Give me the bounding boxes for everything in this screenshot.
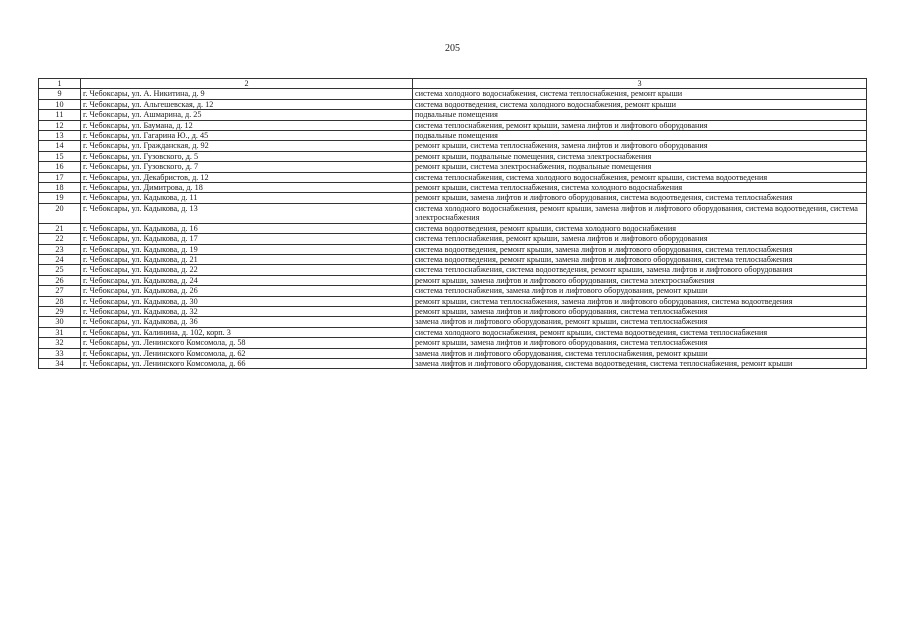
works-cell: система холодного водоснабжения, ремонт крыши, система водоотведения, система теплоснабжения — [413, 327, 867, 337]
table-row — [39, 172, 867, 182]
row-number-cell: 33 — [39, 348, 81, 358]
address-cell: г. Чебоксары, ул. А. Никитина, д. 9 — [81, 89, 413, 99]
row-number-cell: 19 — [39, 193, 81, 203]
table-row — [39, 327, 867, 337]
row-number-cell: 34 — [39, 358, 81, 368]
works-cell: ремонт крыши, система электроснабжения, подвальные помещения — [413, 162, 867, 172]
address-cell: г. Чебоксары, ул. Кадыкова, д. 13 — [81, 203, 413, 223]
works-cell: система водоотведения, система холодного водоснабжения, ремонт крыши — [413, 99, 867, 109]
table-row — [39, 265, 867, 275]
address-cell: г. Чебоксары, ул. Кадыкова, д. 30 — [81, 296, 413, 306]
works-cell: ремонт крыши, замена лифтов и лифтового оборудования, система водоотведения, система теплоснабжения — [413, 193, 867, 203]
works-cell: замена лифтов и лифтового оборудования, система водоотведения, система теплоснабжения, ремонт крыши — [413, 358, 867, 368]
row-number-cell: 31 — [39, 327, 81, 337]
page-number: 205 — [445, 43, 460, 54]
row-number-cell: 18 — [39, 183, 81, 193]
row-number-cell: 11 — [39, 110, 81, 120]
row-number-cell: 15 — [39, 151, 81, 161]
row-number-cell: 27 — [39, 286, 81, 296]
table-row — [39, 151, 867, 161]
row-number-cell: 13 — [39, 131, 81, 141]
row-number-cell: 22 — [39, 234, 81, 244]
address-cell: г. Чебоксары, ул. Ленинского Комсомола, д. 66 — [81, 358, 413, 368]
column-header-3: 3 — [413, 79, 867, 89]
row-number-cell: 25 — [39, 265, 81, 275]
works-cell: система холодного водоснабжения, ремонт крыши, замена лифтов и лифтового оборудования, система водоотведения, система электроснабжения — [413, 203, 867, 223]
works-cell: ремонт крыши, система теплоснабжения, замена лифтов и лифтового оборудования — [413, 141, 867, 151]
works-cell: система водоотведения, ремонт крыши, замена лифтов и лифтового оборудования, система теплоснабжения — [413, 254, 867, 264]
address-cell: г. Чебоксары, ул. Кадыкова, д. 26 — [81, 286, 413, 296]
address-cell: г. Чебоксары, ул. Альгешевская, д. 12 — [81, 99, 413, 109]
row-number-cell: 12 — [39, 120, 81, 130]
row-number-cell: 24 — [39, 254, 81, 264]
address-cell: г. Чебоксары, ул. Гагарина Ю., д. 45 — [81, 131, 413, 141]
address-cell: г. Чебоксары, ул. Баумана, д. 12 — [81, 120, 413, 130]
address-cell: г. Чебоксары, ул. Калинина, д. 102, корп. 3 — [81, 327, 413, 337]
works-cell: подвальные помещения — [413, 110, 867, 120]
table-row — [39, 120, 867, 130]
table-row — [39, 234, 867, 244]
table-row — [39, 162, 867, 172]
row-number-cell: 9 — [39, 89, 81, 99]
table-row — [39, 286, 867, 296]
address-cell: г. Чебоксары, ул. Ашмарина, д. 25 — [81, 110, 413, 120]
row-number-cell: 29 — [39, 306, 81, 316]
address-cell: г. Чебоксары, ул. Гузовского, д. 5 — [81, 151, 413, 161]
address-cell: г. Чебоксары, ул. Декабристов, д. 12 — [81, 172, 413, 182]
row-number-cell: 14 — [39, 141, 81, 151]
table-row — [39, 183, 867, 193]
table-row — [39, 296, 867, 306]
address-cell: г. Чебоксары, ул. Гражданская, д. 92 — [81, 141, 413, 151]
table-row — [39, 141, 867, 151]
works-cell: ремонт крыши, замена лифтов и лифтового оборудования, система теплоснабжения — [413, 338, 867, 348]
row-number-cell: 16 — [39, 162, 81, 172]
address-cell: г. Чебоксары, ул. Кадыкова, д. 19 — [81, 244, 413, 254]
address-cell: г. Чебоксары, ул. Гузовского, д. 7 — [81, 162, 413, 172]
address-cell: г. Чебоксары, ул. Кадыкова, д. 32 — [81, 306, 413, 316]
table-row — [39, 275, 867, 285]
table-row — [39, 348, 867, 358]
row-number-cell: 21 — [39, 223, 81, 233]
works-cell: замена лифтов и лифтового оборудования, система теплоснабжения, ремонт крыши — [413, 348, 867, 358]
table-row — [39, 89, 867, 99]
row-number-cell: 30 — [39, 317, 81, 327]
works-cell: замена лифтов и лифтового оборудования, ремонт крыши, система теплоснабжения — [413, 317, 867, 327]
works-cell: ремонт крыши, система теплоснабжения, замена лифтов и лифтового оборудования, система водоотведения — [413, 296, 867, 306]
table-row — [39, 254, 867, 264]
address-cell: г. Чебоксары, ул. Кадыкова, д. 24 — [81, 275, 413, 285]
table-row — [39, 193, 867, 203]
address-cell: г. Чебоксары, ул. Кадыкова, д. 36 — [81, 317, 413, 327]
works-cell: подвальные помещения — [413, 131, 867, 141]
row-number-cell: 10 — [39, 99, 81, 109]
address-cell: г. Чебоксары, ул. Кадыкова, д. 21 — [81, 254, 413, 264]
row-number-cell: 17 — [39, 172, 81, 182]
table-row — [39, 131, 867, 141]
works-cell: ремонт крыши, замена лифтов и лифтового оборудования, система теплоснабжения — [413, 306, 867, 316]
works-cell: система холодного водоснабжения, система теплоснабжения, ремонт крыши — [413, 89, 867, 99]
works-cell: ремонт крыши, замена лифтов и лифтового оборудования, система электроснабжения — [413, 275, 867, 285]
table-row — [39, 203, 867, 223]
table-row — [39, 306, 867, 316]
table-header-row — [39, 79, 867, 89]
works-cell: система теплоснабжения, система водоотведения, ремонт крыши, замена лифтов и лифтового оборудования — [413, 265, 867, 275]
table-row — [39, 338, 867, 348]
address-cell: г. Чебоксары, ул. Ленинского Комсомола, д. 62 — [81, 348, 413, 358]
address-cell: г. Чебоксары, ул. Кадыкова, д. 22 — [81, 265, 413, 275]
address-cell: г. Чебоксары, ул. Кадыкова, д. 11 — [81, 193, 413, 203]
address-cell: г. Чебоксары, ул. Кадыкова, д. 16 — [81, 223, 413, 233]
table-row — [39, 223, 867, 233]
row-number-cell: 32 — [39, 338, 81, 348]
works-cell: ремонт крыши, система теплоснабжения, система холодного водоснабжения — [413, 183, 867, 193]
addresses-table — [38, 78, 867, 369]
table-row — [39, 110, 867, 120]
works-cell: система теплоснабжения, система холодного водоснабжения, ремонт крыши, система водоотведения — [413, 172, 867, 182]
row-number-cell: 23 — [39, 244, 81, 254]
works-cell: ремонт крыши, подвальные помещения, система электроснабжения — [413, 151, 867, 161]
works-cell: система теплоснабжения, ремонт крыши, замена лифтов и лифтового оборудования — [413, 234, 867, 244]
row-number-cell: 20 — [39, 203, 81, 223]
address-cell: г. Чебоксары, ул. Димитрова, д. 18 — [81, 183, 413, 193]
works-cell: система водоотведения, ремонт крыши, замена лифтов и лифтового оборудования, система теплоснабжения — [413, 244, 867, 254]
works-cell: система теплоснабжения, ремонт крыши, замена лифтов и лифтового оборудования — [413, 120, 867, 130]
row-number-cell: 26 — [39, 275, 81, 285]
address-cell: г. Чебоксары, ул. Кадыкова, д. 17 — [81, 234, 413, 244]
works-cell: система водоотведения, ремонт крыши, система холодного водоснабжения — [413, 223, 867, 233]
row-number-cell: 28 — [39, 296, 81, 306]
column-header-2: 2 — [81, 79, 413, 89]
column-header-1: 1 — [39, 79, 81, 89]
works-cell: система теплоснабжения, замена лифтов и лифтового оборудования, ремонт крыши — [413, 286, 867, 296]
table-row — [39, 99, 867, 109]
table-row — [39, 317, 867, 327]
address-cell: г. Чебоксары, ул. Ленинского Комсомола, д. 58 — [81, 338, 413, 348]
table-row — [39, 244, 867, 254]
table-row — [39, 358, 867, 368]
